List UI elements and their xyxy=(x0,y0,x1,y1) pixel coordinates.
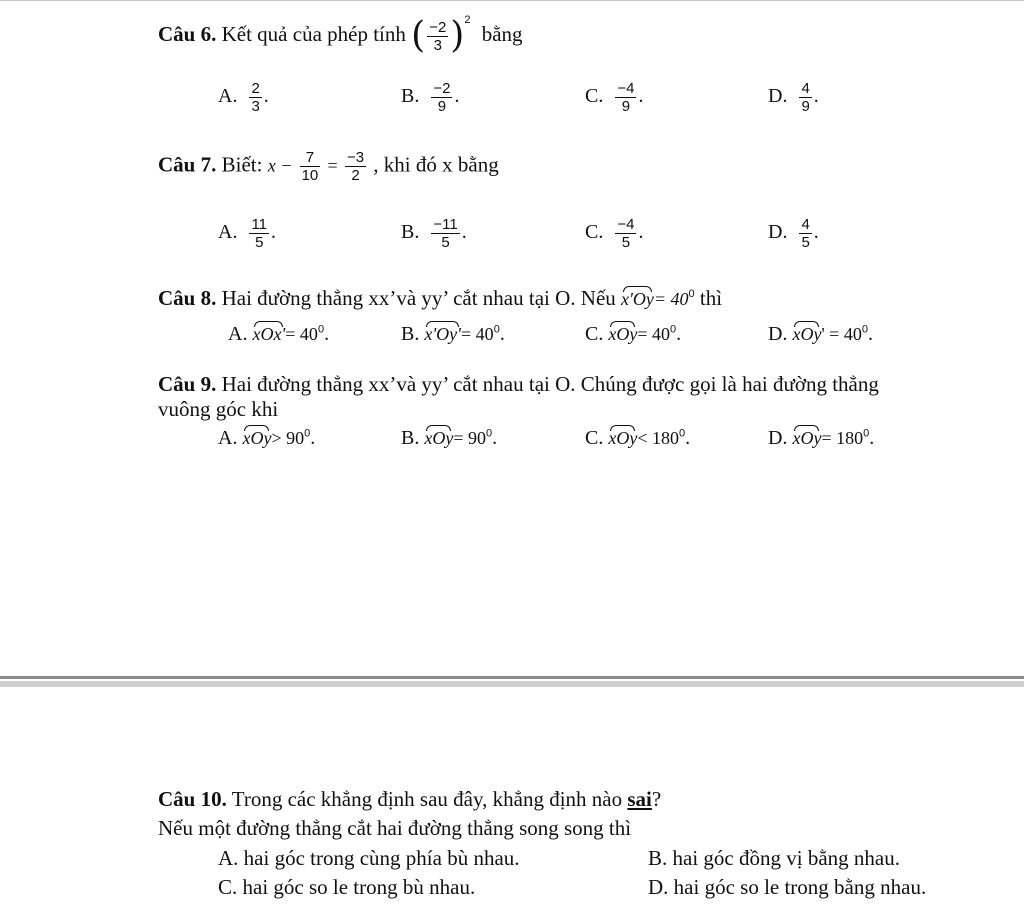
q6-option-d: D. $\frac{4}{9}$ . xyxy=(768,80,819,116)
q8-option-b: B. $x'Oy'= 40^0$. xyxy=(401,323,505,345)
q6-option-c: C. $\frac{-4}{9}$ . xyxy=(585,80,644,116)
q7-option-b: B. $\frac{-11}{5}$ . xyxy=(401,216,467,252)
question-7-text-after: , khi đó x bằng xyxy=(373,152,499,177)
question-10-emphasis: sai xyxy=(627,787,652,811)
question-8-text-after: thì xyxy=(699,286,723,310)
page-break-gap xyxy=(0,681,1024,687)
q7-option-d: D. $\frac{4}{5}$ . xyxy=(768,216,819,252)
question-7-fraction-2: $\frac{-3}{2}$ xyxy=(346,149,365,185)
q7-option-a: A. $\frac{11}{5}$ . xyxy=(218,216,277,252)
left-paren: ( xyxy=(411,15,426,57)
q9-option-b: B. $xOy= 90^0$. xyxy=(401,427,498,449)
page-break-line xyxy=(0,676,1024,679)
q8-option-a: A. $xOx'= 40^0$. xyxy=(228,323,330,345)
q8-option-c: C. $xOy= 40^0$. xyxy=(585,323,682,345)
question-8-angle: x'Oy xyxy=(621,289,654,309)
question-8-label: Câu 8. xyxy=(158,286,217,310)
q10-option-b: B. hai góc đồng vị bằng nhau. xyxy=(648,846,900,870)
q6-option-b: B. $\frac{-2}{9}$ . xyxy=(401,80,460,116)
q8-option-d: D. $xOy' = 40^0$. xyxy=(768,323,873,345)
q9-option-a: A. $xOy> 90^0$. xyxy=(218,427,316,449)
question-9 xyxy=(158,372,879,397)
q9-option-c: C. $xOy< 180^0$. xyxy=(585,427,691,449)
question-7-label: Câu 7. xyxy=(158,152,217,177)
question-6-label: Câu 6. xyxy=(158,22,217,46)
question-8-text: Hai đường thẳng xx’và yy’ cắt nhau tại O. Nếu xyxy=(221,286,616,310)
q9-option-d: D. $xOy= 180^0$. xyxy=(768,427,875,449)
question-9-line-2: vuông góc khi xyxy=(158,397,279,421)
q10-option-d: D. hai góc so le trong bằng nhau. xyxy=(648,875,927,899)
q6-option-a: A. $\frac{2}{3}$ . xyxy=(218,80,269,116)
question-9-label: Câu 9. xyxy=(158,372,217,396)
question-10-label: Câu 10. xyxy=(158,787,227,811)
question-6-exponent: 2 xyxy=(464,14,471,26)
question-10: Câu 10. Trong các khẳng định sau đây, khẳng định nào sai? xyxy=(158,787,662,811)
right-paren: ) xyxy=(450,15,465,57)
question-10-line-2: Nếu một đường thẳng cắt hai đường thẳng song song thì xyxy=(158,816,632,840)
question-6-fraction: $\frac{-2}{3}$ xyxy=(429,18,447,54)
question-9-text: Hai đường thẳng xx’và yy’ cắt nhau tại O. Chúng được gọi là hai đường thẳng xyxy=(221,372,879,396)
q10-option-a: A. hai góc trong cùng phía bù nhau. xyxy=(218,846,520,870)
question-6-text-after: bằng xyxy=(481,22,523,46)
q10-option-c: C. hai góc so le trong bù nhau. xyxy=(218,875,476,899)
question-7: Câu 7. Biết: x − $\frac{7}{10}$ = $\frac{-3}{2}$ , khi đó x bằng xyxy=(158,149,499,185)
q7-option-c: C. $\frac{-4}{5}$ . xyxy=(585,216,644,252)
question-7-fraction-1: $\frac{7}{10}$ xyxy=(301,149,319,185)
question-8: Câu 8. Hai đường thẳng xx’và yy’ cắt nhau tại O. Nếu $x'Oy= 40^0$ thì xyxy=(158,286,723,310)
question-6 xyxy=(158,14,523,57)
page-top-border xyxy=(0,0,1024,1)
question-6-text: Kết quả của phép tính xyxy=(221,22,406,46)
question-10-text: Trong các khẳng định sau đây, khẳng định nào xyxy=(231,787,623,811)
question-7-text: Biết: xyxy=(221,152,263,177)
